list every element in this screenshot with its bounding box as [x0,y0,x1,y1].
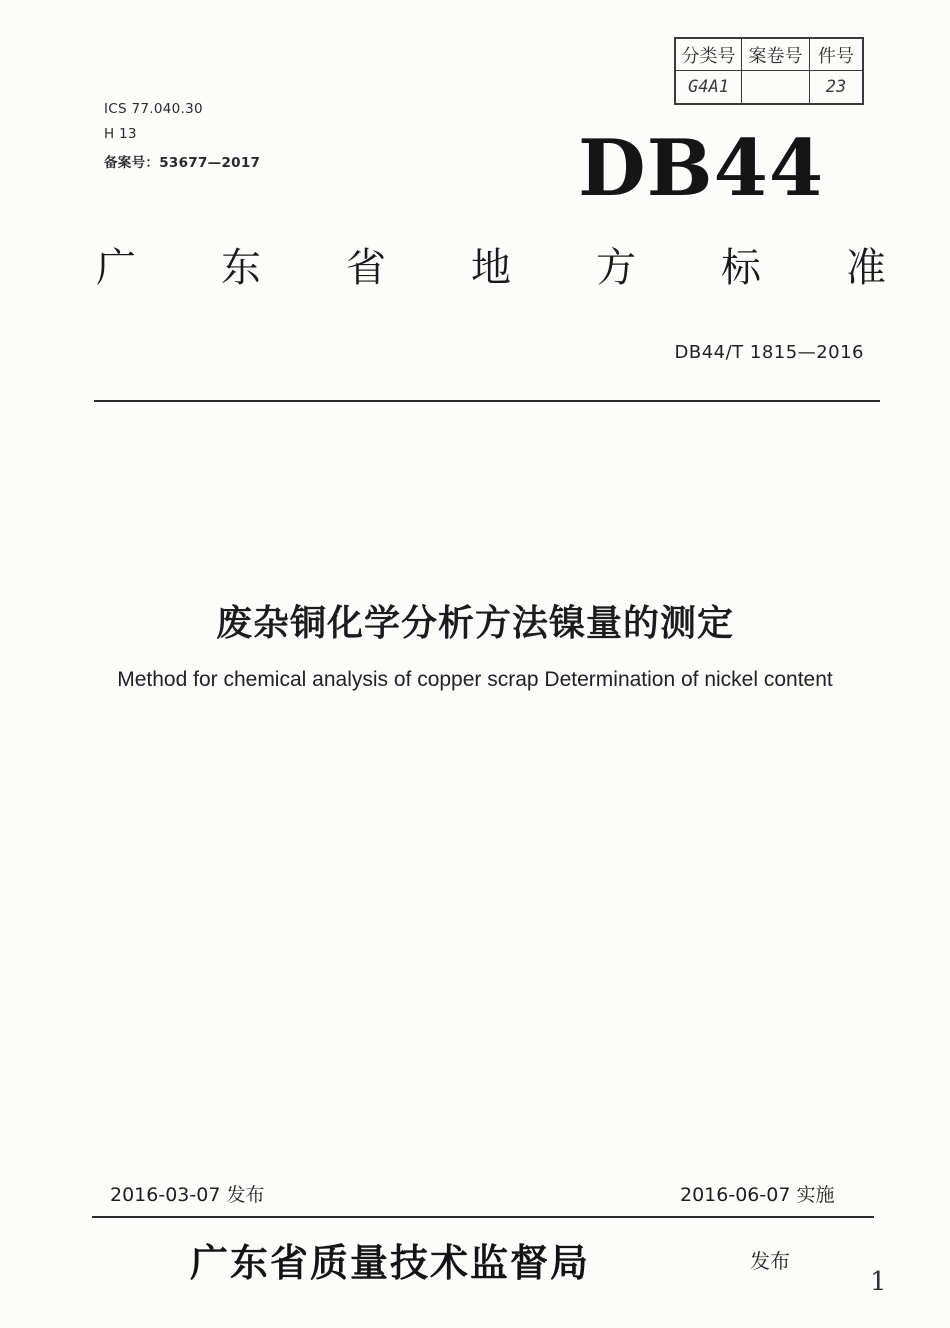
title-char: 标 [721,245,761,291]
stamp-header-file-number: 案卷号 [742,39,810,71]
standard-category-title [96,245,886,291]
title-char: 地 [471,245,511,291]
ics-code: ICS 77.040.30 [104,101,203,117]
issue-label: 发布 [750,1249,790,1273]
title-char: 准 [846,245,886,291]
title-char: 方 [596,245,636,291]
stamp-value-item-number: 23 [825,77,847,97]
stamp-header-item-number: 件号 [810,39,862,71]
document-title-chinese: 废杂铜化学分析方法镍量的测定 [215,603,734,644]
page-number: 1 [870,1267,887,1297]
issuing-authority: 广东省质量技术监督局 [190,1240,591,1285]
issue-date: 2016-03-07 发布 [110,1184,265,1206]
title-char: 省 [346,245,386,291]
standard-code-db44: DB44 [578,123,825,214]
stamp-value-classification: G4A1 [676,71,742,103]
footer-divider [92,1216,874,1218]
standard-number: DB44/T 1815—2016 [674,342,864,363]
archive-stamp-table [674,37,864,105]
title-char: 东 [221,245,261,291]
stamp-value-file-number [742,71,810,103]
ccs-code: H 13 [104,126,137,142]
header-divider [94,400,880,402]
stamp-header-classification: 分类号 [676,39,742,71]
filing-number: 备案号：53677—2017 [104,155,261,171]
implementation-date: 2016-06-07 实施 [680,1184,835,1206]
document-title-english: Method for chemical analysis of copper scrap Determination of nickel content [117,668,833,691]
title-char: 广 [96,245,136,291]
